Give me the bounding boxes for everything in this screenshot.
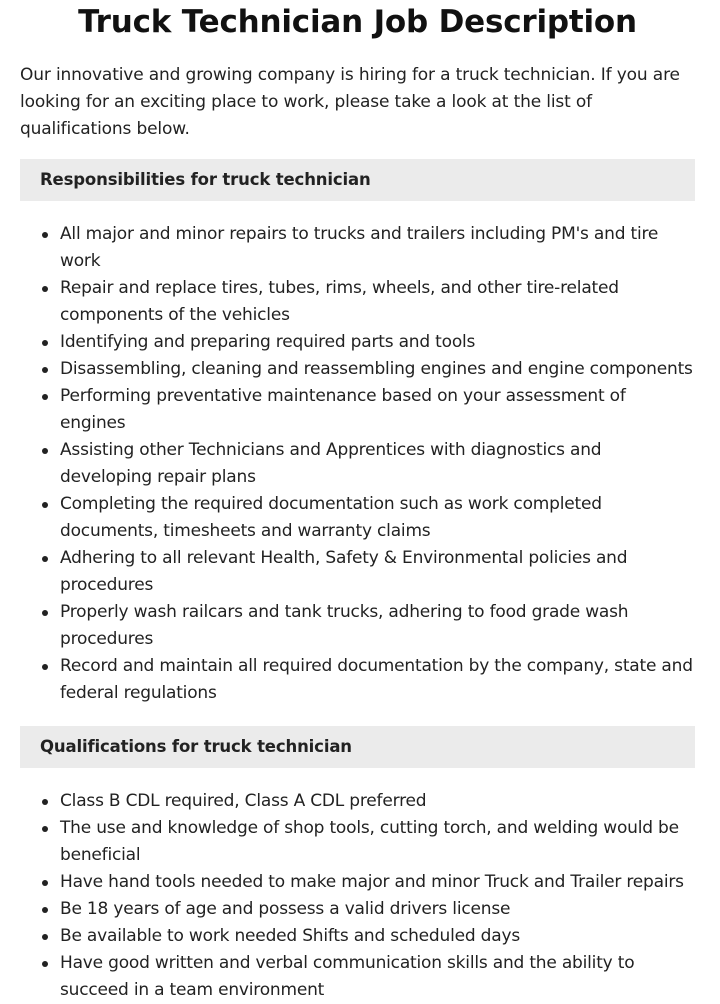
list-item: Be available to work needed Shifts and scheduled days — [60, 923, 695, 950]
list-item: Repair and replace tires, tubes, rims, wheels, and other tire-related components of the vehicles — [60, 275, 695, 329]
qualifications-heading: Qualifications for truck technician — [20, 726, 695, 768]
intro-paragraph: Our innovative and growing company is hiring for a truck technician. If you are looking for an exciting place to work, please take a look at the list of qualifications below. — [20, 65, 680, 139]
page-title: Truck Technician Job Description — [78, 4, 637, 40]
list-item: Have hand tools needed to make major and minor Truck and Trailer repairs — [60, 869, 695, 896]
list-item: Class B CDL required, Class A CDL preferred — [60, 788, 695, 815]
list-item: Be 18 years of age and possess a valid drivers license — [60, 896, 695, 923]
qualifications-list — [20, 788, 695, 1004]
list-item: Properly wash railcars and tank trucks, adhering to food grade wash procedures — [60, 599, 695, 653]
responsibilities-list — [20, 221, 695, 707]
list-item: Disassembling, cleaning and reassembling engines and engine components — [60, 356, 695, 383]
list-item: All major and minor repairs to trucks and trailers including PM's and tire work — [60, 221, 695, 275]
responsibilities-heading: Responsibilities for truck technician — [20, 159, 695, 201]
list-item: Have good written and verbal communication skills and the ability to succeed in a team environment — [60, 950, 695, 1004]
list-item: The use and knowledge of shop tools, cutting torch, and welding would be beneficial — [60, 815, 695, 869]
list-item: Assisting other Technicians and Apprentices with diagnostics and developing repair plans — [60, 437, 695, 491]
list-item: Performing preventative maintenance based on your assessment of engines — [60, 383, 695, 437]
list-item: Record and maintain all required documentation by the company, state and federal regulations — [60, 653, 695, 707]
list-item: Identifying and preparing required parts and tools — [60, 329, 695, 356]
list-item: Completing the required documentation such as work completed documents, timesheets and warranty claims — [60, 491, 695, 545]
list-item: Adhering to all relevant Health, Safety & Environmental policies and procedures — [60, 545, 695, 599]
